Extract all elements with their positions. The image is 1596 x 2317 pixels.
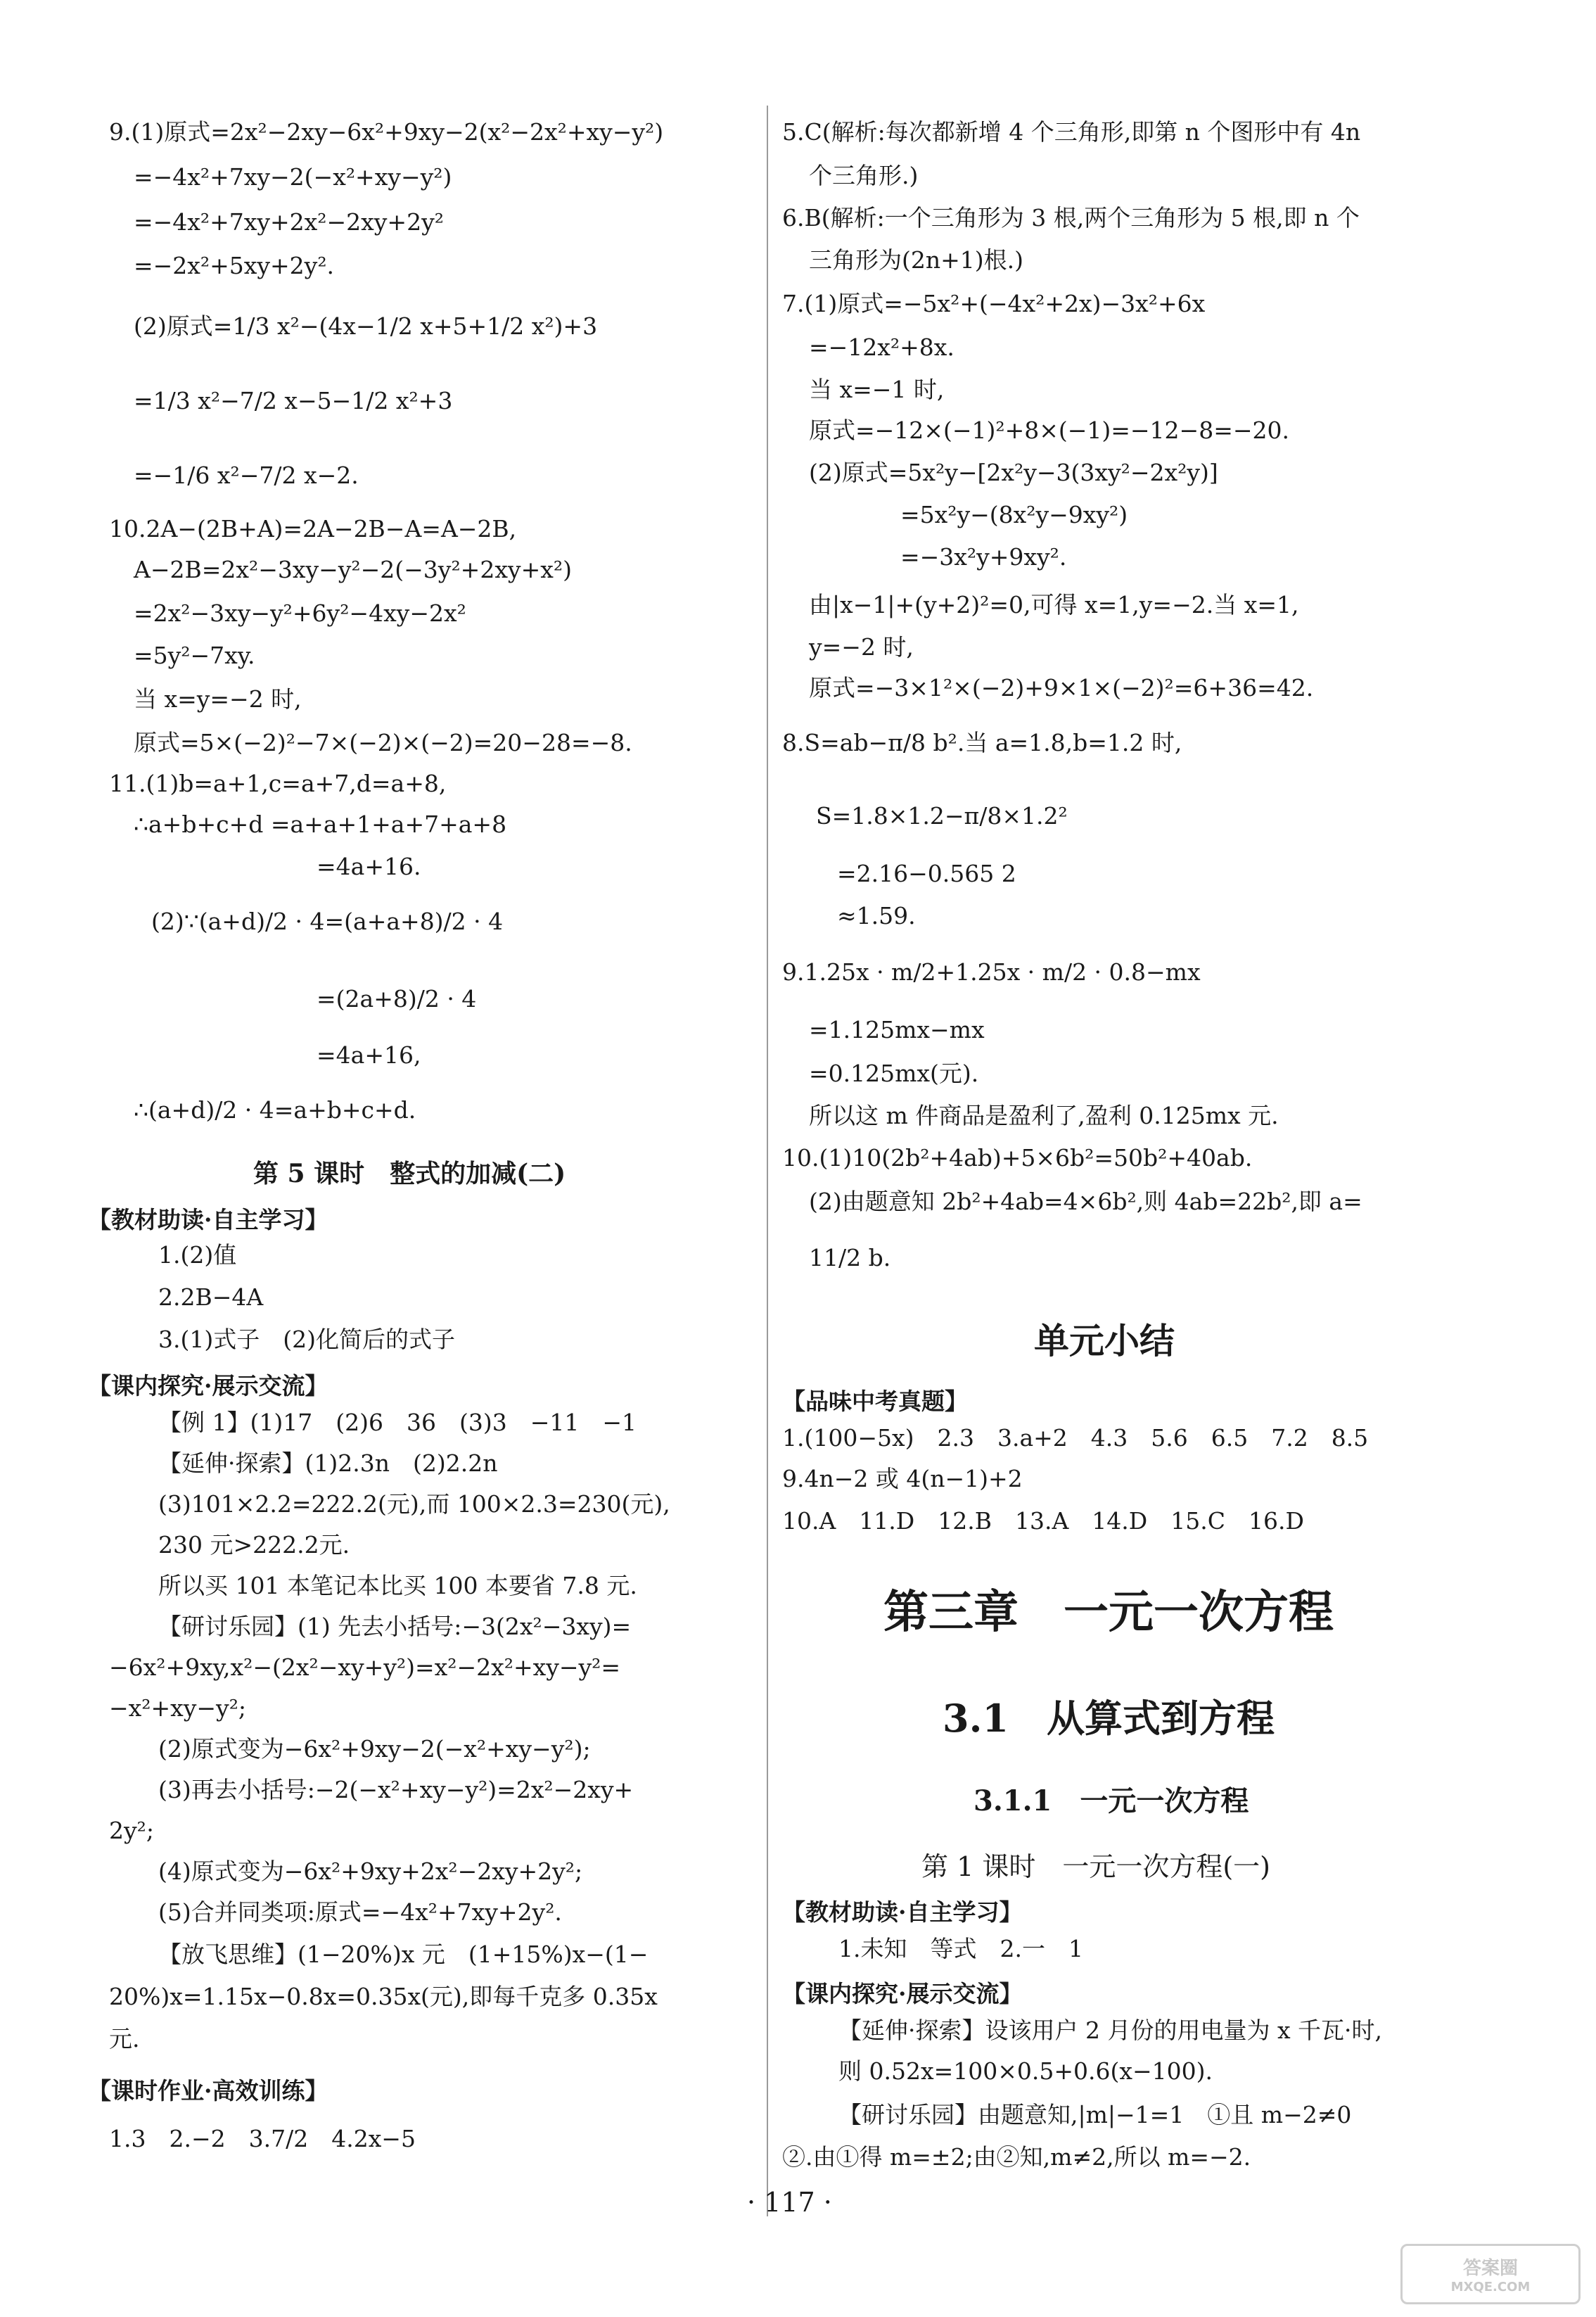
lesson-heading: 第 5 课时 整式的加减(二) (253, 1159, 566, 1188)
text-line: 2.2B−4A (158, 1283, 264, 1311)
watermark-url: MXQE.COM (1450, 2280, 1531, 2294)
text-line: (2)原式=5x²y−[2x²y−3(3xy²−2x²y)] (809, 459, 1218, 486)
text-line: 【延伸·探索】设该用户 2 月份的用电量为 x 千瓦·时, (838, 2017, 1383, 2044)
text-line: 1.(100−5x) 2.3 3.a+2 4.3 5.6 6.5 7.2 8.5 (782, 1424, 1369, 1452)
text-line: 1.3 2.−2 3.7/2 4.2x−5 (109, 2125, 416, 2152)
text-line: 20%)x=1.15x−0.8x=0.35x(元),即每千克多 0.35x (109, 1983, 658, 2010)
subsection-3-1-1-heading: 3.1.1 一元一次方程 (973, 1784, 1249, 1817)
watermark-text: 答案圈 (1462, 2258, 1518, 2279)
text-line: =0.125mx(元). (809, 1060, 979, 1087)
text-line: 11.(1)b=a+1,c=a+7,d=a+8, (109, 770, 447, 797)
text-line: A−2B=2x²−3xy−y²−2(−3y²+2xy+x²) (134, 556, 572, 583)
text-line: 个三角形.) (809, 162, 919, 189)
text-line: 原式=5×(−2)²−7×(−2)×(−2)=20−28=−8. (134, 729, 632, 756)
text-line: =−2x²+5xy+2y². (134, 252, 335, 279)
text-line: 【研讨乐园】由题意知,|m|−1=1 ①且 m−2≠0 (838, 2101, 1352, 2128)
watermark-logo (1400, 2244, 1581, 2304)
text-line: 230 元>222.2元. (158, 1531, 350, 1559)
text-line: (4)原式变为−6x²+9xy+2x²−2xy+2y²; (158, 1858, 583, 1885)
text-line: 6.B(解析:一个三角形为 3 根,两个三角形为 5 根,即 n 个 (782, 204, 1360, 231)
text-line: (5)合并同类项:原式=−4x²+7xy+2y². (158, 1898, 562, 1926)
text-line: 原式=−12×(−1)²+8×(−1)=−12−8=−20. (809, 417, 1289, 444)
text-line: =1.125mx−mx (809, 1016, 985, 1043)
text-line: 当 x=−1 时, (809, 376, 945, 403)
unit-summary-heading: 单元小结 (1034, 1320, 1175, 1361)
text-line: 元. (109, 2025, 140, 2052)
text-line: 10.A 11.D 12.B 13.A 14.D 15.C 16.D (782, 1507, 1304, 1535)
text-line: 5.C(解析:每次都新增 4 个三角形,即第 n 个图形中有 4n (782, 118, 1361, 146)
text-line: 所以买 101 本笔记本比买 100 本要省 7.8 元. (158, 1572, 637, 1599)
text-line: 9.4n−2 或 4(n−1)+2 (782, 1465, 1023, 1492)
text-line: 10.(1)10(2b²+4ab)+5×6b²=50b²+40ab. (782, 1144, 1253, 1172)
text-line: =5x²y−(8x²y−9xy²) (900, 501, 1128, 528)
text-line: 10.2A−(2B+A)=2A−2B−A=A−2B, (109, 515, 517, 542)
text-line: =2.16−0.565 2 (837, 860, 1016, 887)
section-heading: 【教材助读·自主学习】 (88, 1206, 328, 1233)
section-heading: 【品味中考真题】 (782, 1388, 968, 1415)
text-line: =4a+16. (317, 853, 421, 880)
text-line: =5y²−7xy. (134, 642, 255, 669)
text-line: 【例 1】(1)17 (2)6 36 (3)3 −11 −1 (158, 1409, 637, 1436)
text-line: ②.由①得 m=±2;由②知,m≠2,所以 m=−2. (782, 2143, 1251, 2171)
text-line: 【放飞思维】(1−20%)x 元 (1+15%)x−(1− (158, 1941, 649, 1968)
text-line: −6x²+9xy,x²−(2x²−xy+y²)=x²−2x²+xy−y²= (109, 1653, 621, 1681)
text-line: =−3x²y+9xy². (900, 543, 1067, 571)
text-line: =−1/6 x²−7/2 x−2. (134, 462, 359, 489)
text-line: =−12x²+8x. (809, 334, 955, 361)
section-3-1-heading: 3.1 从算式到方程 (943, 1696, 1275, 1741)
text-line: −x²+xy−y²; (109, 1694, 247, 1722)
text-line: 11/2 b. (809, 1244, 891, 1271)
text-line: 2y²; (109, 1817, 154, 1844)
text-line: ≈1.59. (837, 902, 916, 929)
text-line: =4a+16, (317, 1041, 421, 1069)
text-line: 7.(1)原式=−5x²+(−4x²+2x)−3x²+6x (782, 290, 1206, 317)
text-line: 由|x−1|+(y+2)²=0,可得 x=1,y=−2.当 x=1, (809, 591, 1299, 618)
text-line: 9.1.25x · m/2+1.25x · m/2 · 0.8−mx (782, 958, 1201, 986)
text-line: (3)101×2.2=222.2(元),而 100×2.3=230(元), (158, 1490, 670, 1518)
text-line: (2)∵(a+d)/2 · 4=(a+a+8)/2 · 4 (151, 908, 504, 935)
text-line: ∴(a+d)/2 · 4=a+b+c+d. (134, 1096, 416, 1124)
text-line: 1.未知 等式 2.一 1 (838, 1935, 1083, 1962)
column-divider (767, 106, 768, 2216)
text-line: 8.S=ab−π/8 b².当 a=1.8,b=1.2 时, (782, 729, 1182, 756)
text-line: =(2a+8)/2 · 4 (317, 985, 477, 1013)
text-line: y=−2 时, (809, 633, 914, 661)
text-line: 当 x=y=−2 时, (134, 685, 302, 713)
text-line: 9.(1)原式=2x²−2xy−6x²+9xy−2(x²−2x²+xy−y²) (109, 118, 664, 146)
text-line: (3)再去小括号:−2(−x²+xy−y²)=2x²−2xy+ (158, 1776, 634, 1803)
text-line: (2)原式=1/3 x²−(4x−1/2 x+5+1/2 x²)+3 (134, 312, 598, 340)
text-line: =1/3 x²−7/2 x−5−1/2 x²+3 (134, 387, 453, 414)
text-line: 则 0.52x=100×0.5+0.6(x−100). (838, 2057, 1213, 2085)
text-line: 3.(1)式子 (2)化简后的式子 (158, 1326, 455, 1353)
text-line: 【研讨乐园】(1) 先去小括号:−3(2x²−3xy)= (158, 1613, 632, 1640)
page-number: · 117 · (747, 2187, 832, 2218)
chapter-heading: 第三章 一元一次方程 (883, 1586, 1334, 1639)
text-line: (2)原式变为−6x²+9xy−2(−x²+xy−y²); (158, 1735, 591, 1763)
section-heading: 【课时作业·高效训练】 (88, 2077, 328, 2105)
text-line: (2)由题意知 2b²+4ab=4×6b²,则 4ab=22b²,即 a= (809, 1188, 1362, 1215)
text-line: =−4x²+7xy+2x²−2xy+2y² (134, 208, 444, 236)
text-line: 所以这 m 件商品是盈利了,盈利 0.125mx 元. (809, 1102, 1279, 1129)
text-line: S=1.8×1.2−π/8×1.2² (816, 802, 1068, 830)
text-line: ∴a+b+c+d =a+a+1+a+7+a+8 (134, 811, 507, 838)
text-line: =2x²−3xy−y²+6y²−4xy−2x² (134, 599, 466, 627)
section-heading: 【教材助读·自主学习】 (782, 1898, 1023, 1926)
lesson-heading: 第 1 课时 一元一次方程(一) (921, 1851, 1270, 1882)
text-line: 1.(2)值 (158, 1241, 237, 1269)
text-line: =−4x²+7xy−2(−x²+xy−y²) (134, 163, 452, 191)
text-line: 【延伸·探索】(1)2.3n (2)2.2n (158, 1449, 498, 1477)
section-heading: 【课内探究·展示交流】 (88, 1372, 328, 1399)
section-heading: 【课内探究·展示交流】 (782, 1980, 1023, 2007)
text-line: 原式=−3×1²×(−2)+9×1×(−2)²=6+36=42. (809, 674, 1314, 702)
text-line: 三角形为(2n+1)根.) (809, 246, 1024, 274)
